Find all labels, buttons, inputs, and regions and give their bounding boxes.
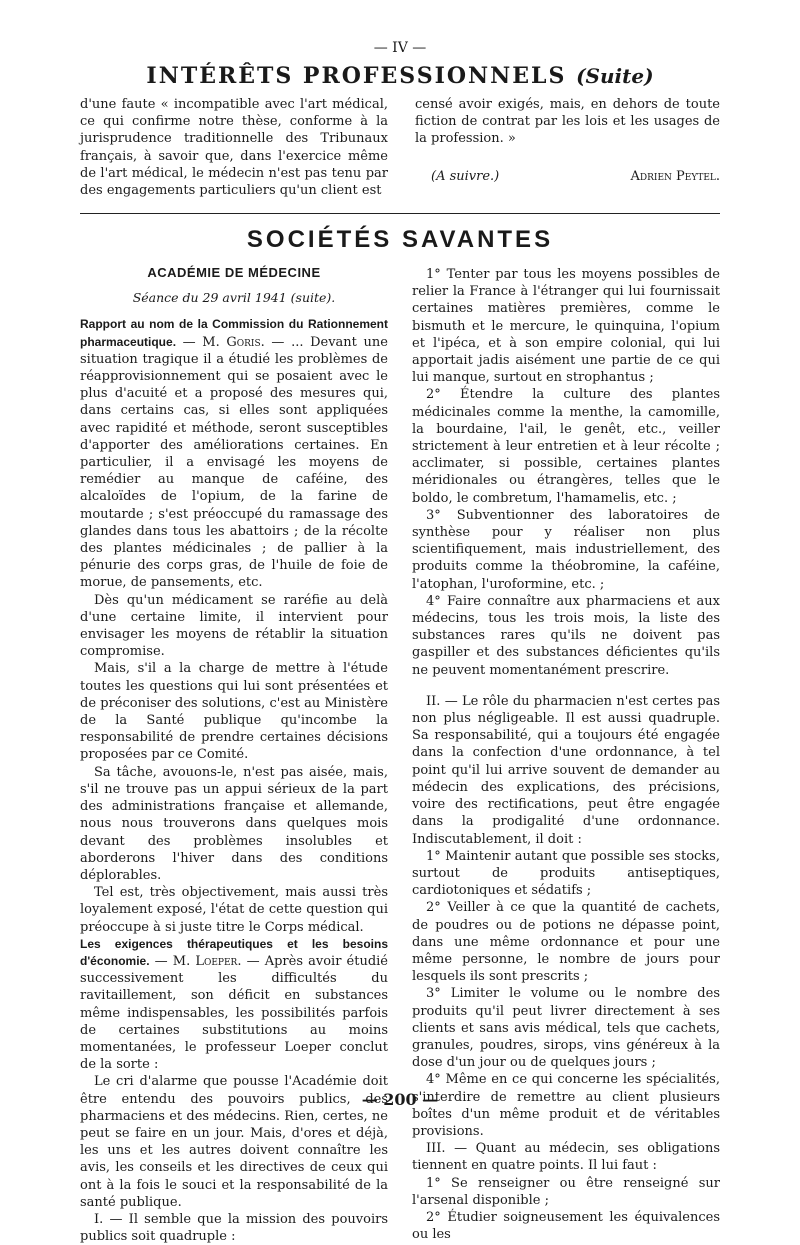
section-title	[0, 63, 800, 89]
main-title: SOCIÉTÉS SAVANTES	[246, 226, 554, 253]
top-right-column	[415, 96, 720, 185]
item-2: 2° Étendre la culture des plantes médicinales comme la menthe, la camomille, la bourdaine, l'ail, le genêt, etc., veiller strictement à leur entretien et à leur récolte ; acclimater, si possible, certaines plantes méridionales ou étrangères, telles que le boldo, le combretum, l'hamamelis, etc. ;	[412, 387, 720, 506]
a-suivre: (A suivre.)	[431, 168, 500, 184]
paragraph-2: Dès qu'un médicament se raréfie au delà d'une certaine limite, il intervient pour envisager les moyens de rétablir la situation compromise.	[80, 592, 388, 660]
paragraph-7: Le cri d'alarme que pousse l'Académie doit être entendu des pouvoirs publics, des pharmaciens et des médecins. Rien, certes, ne peut se faire en un jour. Mais, d'ores et déjà, les uns et les autres doivent connaître les avis, les conseils et les directives de ceux qui ont à la fois le souci et la responsabilité de la santé publique.	[80, 1074, 388, 1210]
rapport-body: ... Devant une situation tragique il a étudié les problèmes de réapprovisionnement qui se posaient avec le plus d'acuité et a proposé des mesures qui, dans certains cas, si elles sont appliquées avec rapidité et méthode, seront susceptibles d'apporter des améliorations certaines. En particulier, il a envisagé les moyens de remédier au manque de caféine, des alcaloïdes de l'opium, de la farine de moutarde ; s'est préoccupé du ramassage des glandes dans tous les abattoirs ; de la récolte des plantes médicinales ; de pallier à la pénurie des corps gras, de l'huile de foie de morue, de pansements, etc.	[80, 334, 388, 591]
item-ii-2: 2° Veiller à ce que la quantité de cachets, de poudres ou de potions ne dépasse point, dans une même ordonnance et pour une même personne, le nombre de jours pour lesquels ils sont prescrits ;	[412, 900, 720, 985]
item-iii-1: 1° Se renseigner ou être renseigné sur l'arsenal disponible ;	[412, 1175, 720, 1208]
item-ii-4: 4° Même en ce qui concerne les spécialités, s'interdire de remettre au client plusieurs boîtes d'un même produit et de véritables provisions.	[412, 1072, 720, 1139]
exigences-author: — M. Loeper. —	[154, 953, 260, 969]
paragraph-5: Tel est, très objectivement, mais aussi très loyalement exposé, l'état de cette question qui préoccupe à si juste titre le Corps médical.	[80, 885, 388, 935]
paragraph-3: Mais, s'il a la charge de mettre à l'étude toutes les questions qui lui sont présentées et de préconiser des solutions, c'est au Ministère de la Santé publique qu'incombe la responsabilité de prendre certaines décisions proposées par ce Comité.	[80, 661, 388, 763]
paragraph-rapport	[80, 316, 388, 591]
item-iii-2: 2° Étudier soigneusement les équivalences ou les	[412, 1209, 720, 1243]
session-date: Séance du 29 avril 1941 (suite).	[132, 290, 336, 306]
paragraph-4: Sa tâche, avouons-le, n'est pas aisée, mais, s'il ne trouve pas un appui sérieux de la part des administrations française et allemande, nous nous trouverons dans quelques mois devant des problèmes insolubles et aborderons l'hiver dans des conditions déplorables.	[80, 764, 388, 883]
top-left-paragraph: d'une faute « incompatible avec l'art médical, ce qui confirme notre thèse, conforme à la jurisprudence traditionnelle des Tribunaux français, à savoir que, dans l'exercice même de l'art médical, le médecin n'est pas tenu par des engagements particuliers qu'un client est	[80, 97, 388, 199]
paragraph-exigences	[80, 936, 388, 1074]
item-3: 3° Subventionner des laboratoires de synthèse pour y réaliser non plus scientifiquement, mais industriellement, des produits comme la théobromine, la caféine, l'atophan, l'uroformine, etc. ;	[412, 507, 720, 592]
item-4: 4° Faire connaître aux pharmaciens et aux médecins, tous les trois mois, la liste des substances rares qu'ils ne doivent pas gaspiller et des substances déficientes qu'ils ne peuvent momentanément prescrire.	[412, 593, 720, 678]
rapport-author: — M. Goris. —	[182, 334, 285, 350]
rapport-heading: Rapport au nom de la Commission du Rationnement pharmaceutique.	[80, 317, 388, 349]
section-divider	[80, 213, 720, 214]
section-ii: II. — Le rôle du pharmacien n'est certes pas non plus négligeable. Il est aussi quadruple. Sa responsabilité, qui a toujours été engagée dans la confection d'une ordonnance, à tel point qu'il lui arrive souvent de demander au médecin des explications, des précisions, voire des rectifications, peut être engagée dans la prodigalité d'une ordonnance. Indiscutablement, il doit :	[412, 693, 720, 847]
academie-heading: ACADÉMIE DE MÉDECINE	[147, 265, 321, 280]
item-ii-3: 3° Limiter le volume ou le nombre des produits qu'il peut livrer directement à ses clients et sans avis médical, tels que cachets, granules, poudres, sirops, vins généreux à la dose d'un jour ou de quelques jours ;	[412, 986, 720, 1071]
page-header-number: — IV —	[373, 40, 427, 56]
section-iii: III. — Quant au médecin, ses obligations tiennent en quatre points. Il lui faut :	[412, 1141, 720, 1174]
item-ii-1: 1° Maintenir autant que possible ses stocks, surtout de produits antiseptiques, cardiotoniques et sédatifs ;	[412, 848, 720, 899]
page-number: — 200 —	[361, 1090, 439, 1109]
section-suite: (Suite)	[576, 64, 654, 88]
exigences-heading: Les exigences thérapeutiques et les besoins d'économie.	[80, 936, 388, 968]
exigences-body: Après avoir étudié successivement les difficultés du ravitaillement, son déficit en substances même indispensables, les possibilités parfois de certaines substitutions au moins momentanées, le professeur Loeper conclut de la sorte :	[80, 953, 388, 1073]
top-right-paragraph: censé avoir exigés, mais, en dehors de toute fiction de contrat par les lois et les usages de la profession. »	[415, 97, 720, 147]
paragraph-8: I. — Il semble que la mission des pouvoirs publics soit quadruple :	[80, 1211, 388, 1245]
author-signature: Adrien Peytel.	[630, 168, 720, 184]
item-1: 1° Tenter par tous les moyens possibles de relier la France à l'étranger qui lui fournissait certaines matières premières, comme le bismuth et le mercure, le quinquina, l'opium et l'ipéca, et à son empire colonial, qui lui apportait jadis aisément une partie de ce qui lui manque, surtout en strophantus ;	[412, 267, 720, 386]
section-title-text: INTÉRÊTS PROFESSIONNELS	[146, 63, 567, 89]
top-left-column	[80, 96, 388, 199]
signature-row	[415, 168, 720, 185]
